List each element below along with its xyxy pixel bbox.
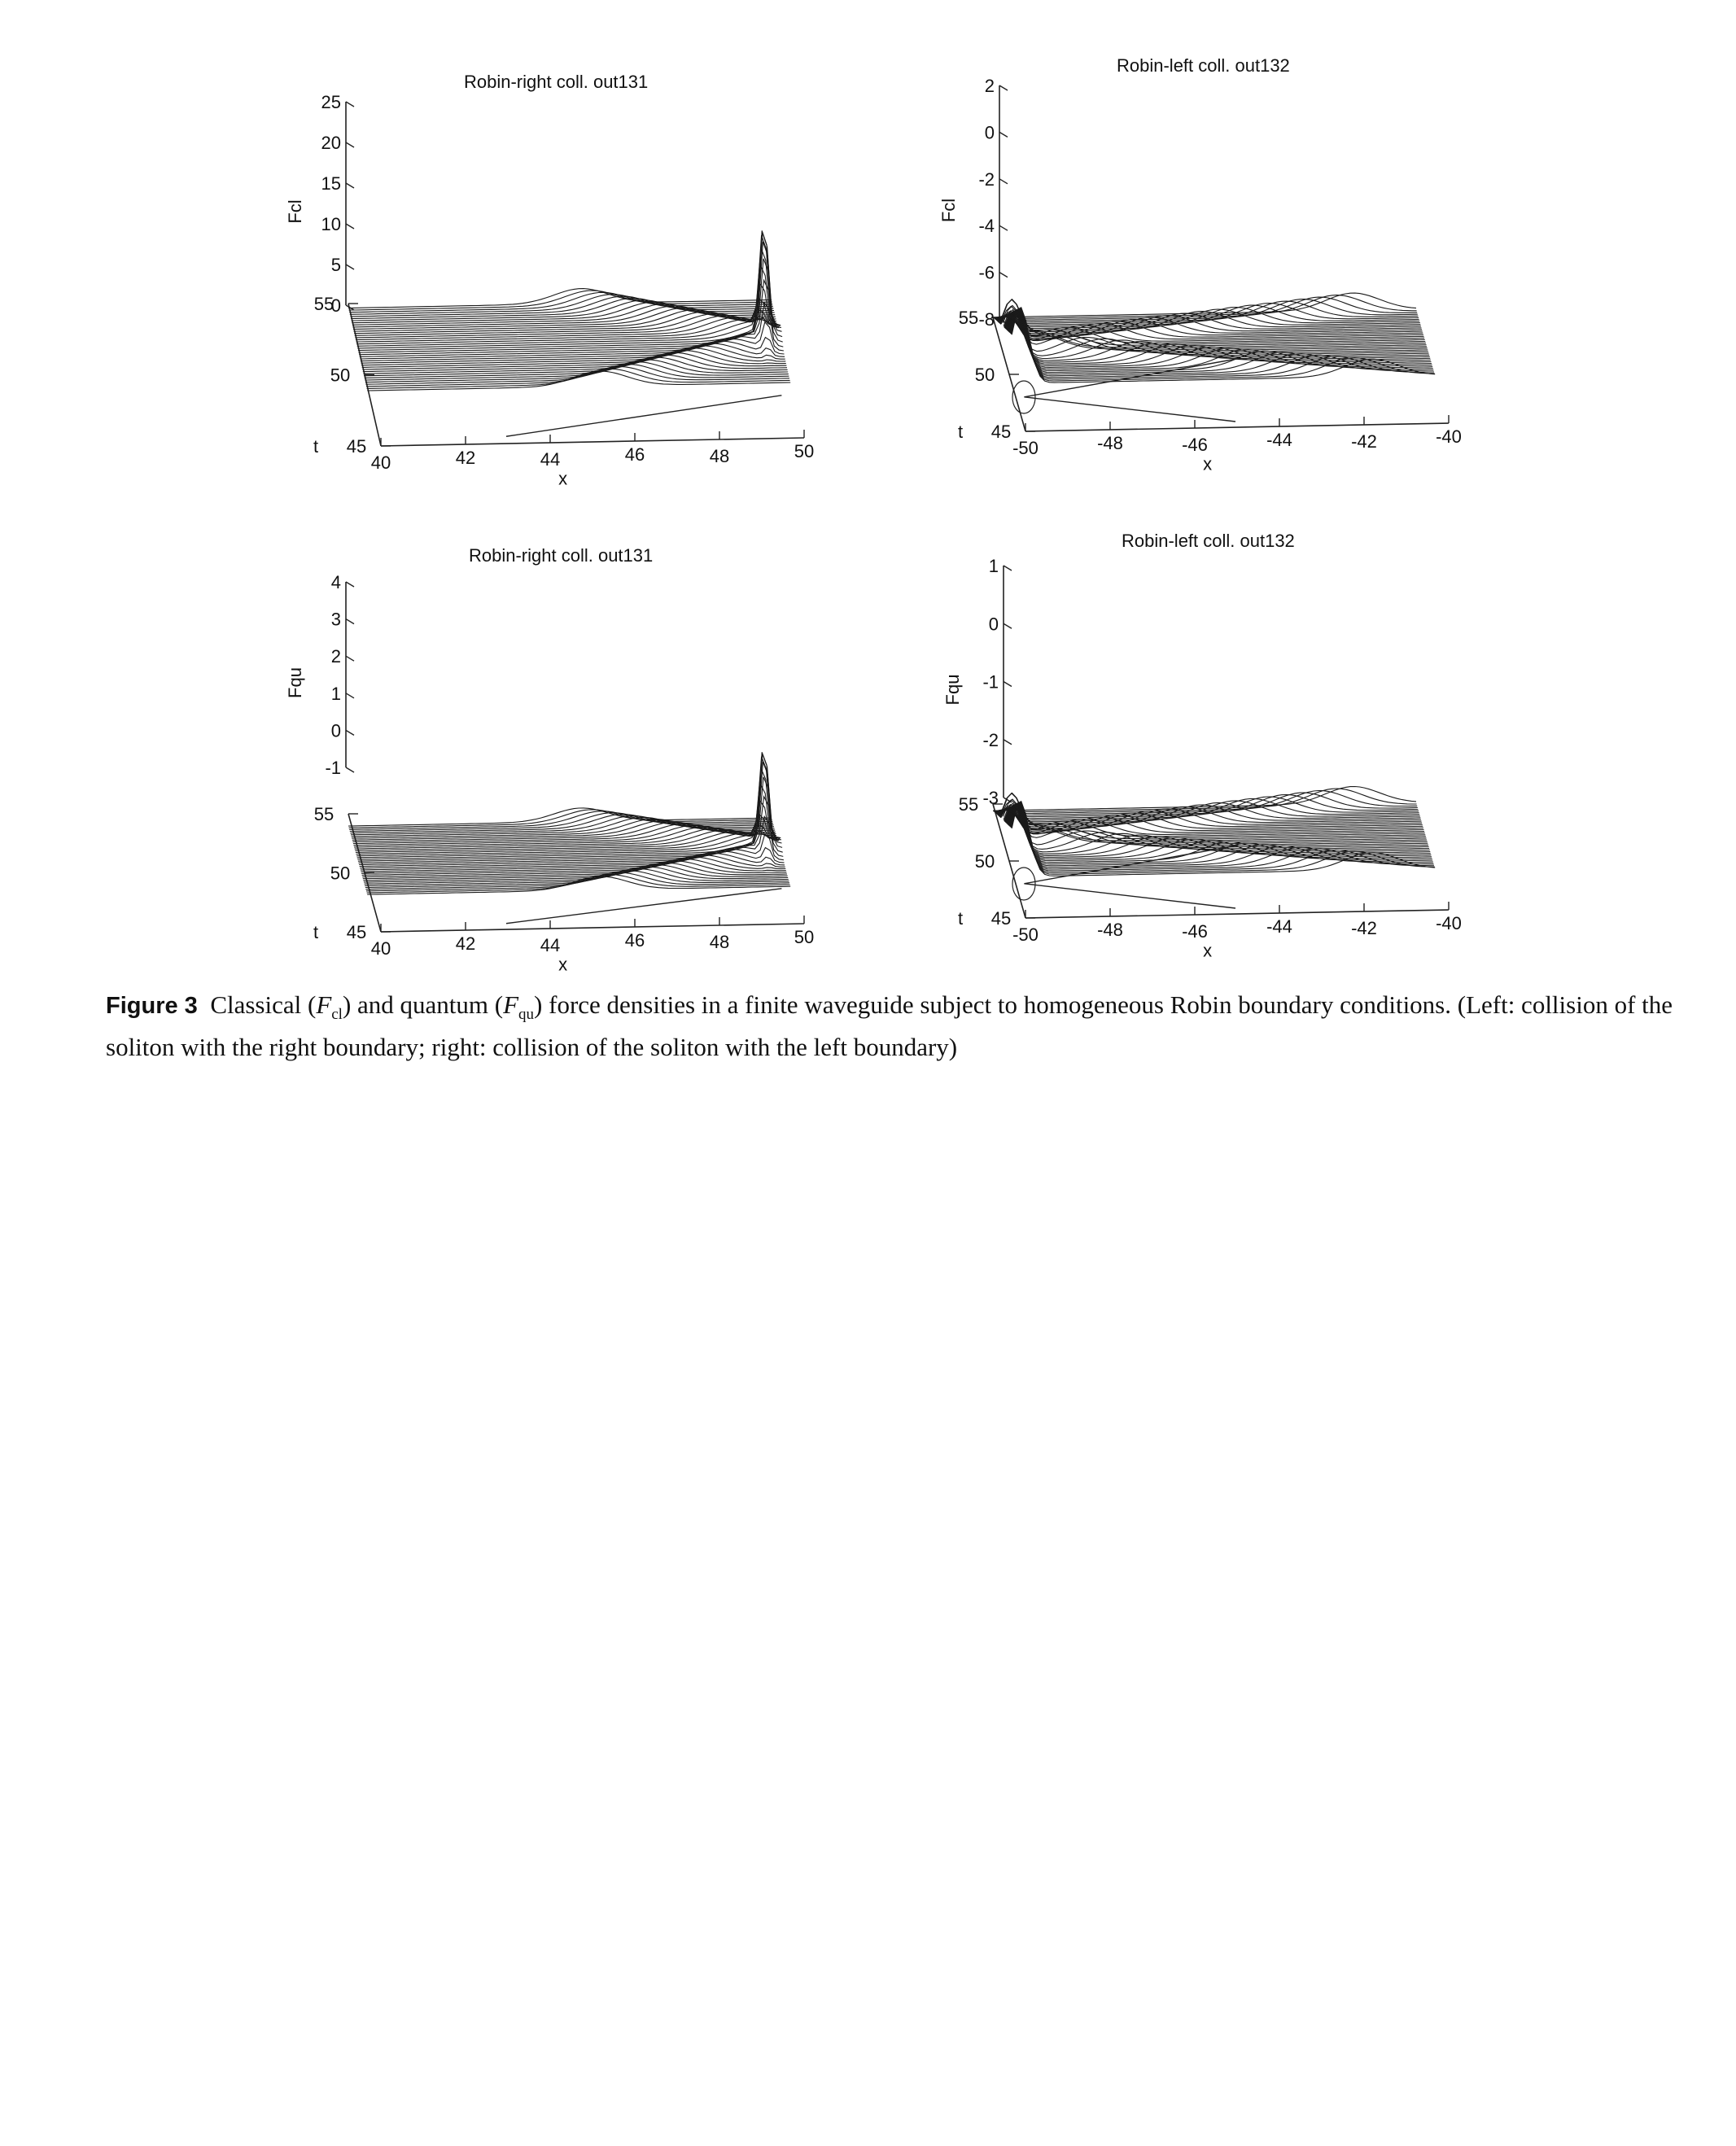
z-tick-label: 5	[330, 255, 341, 275]
z-tick-label: 3	[330, 609, 341, 630]
x-tick-label: 40	[370, 938, 391, 959]
t-tick-label: 45	[990, 422, 1012, 442]
z-tick-mark	[1004, 682, 1012, 687]
caption-text: Classical (	[210, 990, 317, 1019]
z-tick-label: 0	[984, 122, 995, 143]
chart-title: Robin-right coll. out131	[464, 72, 649, 92]
z-tick-mark	[999, 179, 1008, 184]
z-tick-mark	[999, 132, 1008, 137]
z-tick-mark	[346, 656, 354, 661]
z-tick-mark	[346, 730, 354, 735]
t-tick-label: 50	[974, 851, 995, 872]
caption-subscript: cl	[331, 1006, 343, 1024]
t-tick-label: 55	[313, 804, 335, 824]
surface-slice	[994, 295, 1417, 319]
x-tick-label: 42	[455, 933, 476, 954]
x-axis-label: x	[558, 954, 568, 975]
x-tick-label: 46	[624, 444, 645, 465]
z-tick-label: 15	[321, 173, 341, 194]
t-tick-label: 45	[990, 908, 1012, 929]
z-tick-label: -3	[982, 788, 999, 808]
z-tick-label: 4	[330, 572, 341, 592]
contour-line	[1024, 884, 1235, 908]
surface-slice	[357, 230, 781, 348]
z-tick-label: -1	[325, 758, 341, 778]
caption-symbol: F	[503, 990, 519, 1019]
surface-plot	[863, 521, 1736, 985]
figure-label: Figure 3	[106, 993, 198, 1019]
x-tick-label: 48	[709, 446, 730, 466]
x-tick-label: -48	[1097, 920, 1123, 940]
t-axis-label: t	[957, 422, 964, 442]
z-tick-mark	[346, 619, 354, 624]
x-tick-label: -50	[1012, 924, 1039, 945]
z-tick-mark	[346, 102, 354, 107]
z-tick-label: 1	[988, 556, 999, 576]
caption-text: ) force densities in a finite waveguide subject to homogeneous Robin boundary conditions. (Left: collision of the soliton with the right boundary; right: collision of the soliton with the left boundary)	[106, 990, 1673, 1062]
x-tick-label: 42	[455, 448, 476, 468]
z-tick-mark	[999, 85, 1008, 90]
z-tick-mark	[1004, 740, 1012, 745]
caption-symbol: F	[316, 990, 332, 1019]
z-tick-mark	[346, 693, 354, 698]
x-tick-label: -46	[1182, 435, 1208, 455]
z-tick-mark	[346, 142, 354, 147]
x-axis-line	[381, 438, 804, 446]
contour-line	[506, 396, 781, 436]
surface-plot	[0, 0, 863, 521]
z-tick-mark	[999, 225, 1008, 230]
caption-subscript: qu	[518, 1006, 535, 1024]
x-tick-label: -44	[1266, 430, 1292, 450]
z-tick-mark	[1004, 623, 1012, 628]
x-axis-line	[1025, 910, 1449, 918]
x-tick-label: 40	[370, 452, 391, 473]
x-tick-label: -46	[1182, 921, 1208, 942]
z-tick-label: 2	[330, 646, 341, 667]
x-tick-label: 44	[540, 449, 561, 470]
z-tick-mark	[346, 767, 354, 772]
z-tick-label: 0	[330, 295, 341, 316]
z-tick-label: -2	[978, 168, 995, 190]
x-tick-label: -42	[1351, 431, 1377, 452]
surface-slice	[995, 793, 1418, 815]
z-tick-label: 1	[330, 683, 341, 704]
z-tick-mark	[1004, 566, 1012, 570]
x-tick-label: 44	[540, 935, 561, 955]
x-tick-label: -40	[1436, 426, 1462, 447]
surface-slice	[994, 789, 1417, 811]
z-axis-label: Fqu	[942, 674, 963, 706]
x-axis-label: x	[1203, 453, 1213, 474]
x-axis-label: x	[558, 468, 568, 489]
surface-slice	[995, 299, 1418, 322]
chart-title: Robin-left coll. out132	[1117, 55, 1290, 76]
z-tick-label: 25	[321, 92, 341, 112]
x-tick-label: 48	[709, 932, 730, 952]
figure-caption	[106, 989, 1701, 1064]
x-tick-label: -40	[1436, 913, 1462, 933]
t-tick-label: 55	[958, 794, 979, 815]
t-tick-label: 50	[974, 365, 995, 385]
contour-line	[1024, 397, 1235, 422]
surface-slice	[993, 787, 1416, 811]
x-tick-label: 46	[624, 930, 645, 951]
t-tick-label: 45	[346, 436, 367, 457]
z-tick-label: -2	[982, 729, 999, 750]
chart-panel-fcl-right	[0, 0, 863, 521]
z-tick-mark	[346, 582, 354, 587]
z-tick-mark	[999, 273, 1008, 278]
surface-slice	[993, 293, 1416, 317]
t-tick-label: 55	[313, 294, 335, 314]
z-tick-label: 20	[321, 133, 341, 153]
t-tick-label: 50	[330, 365, 351, 386]
z-tick-label: -8	[978, 309, 995, 330]
t-axis-label: t	[313, 922, 319, 942]
surface-slice	[995, 795, 1418, 817]
z-tick-label: -4	[978, 216, 995, 237]
surface-plot	[863, 0, 1736, 521]
x-tick-label: -44	[1266, 916, 1292, 937]
surface-plot	[0, 521, 863, 985]
x-axis-line	[381, 924, 804, 932]
z-tick-label: 2	[984, 76, 995, 96]
t-tick-label: 55	[958, 308, 979, 328]
t-axis-label: t	[313, 436, 319, 457]
chart-panel-fcl-left	[863, 0, 1736, 521]
caption-text: ) and quantum (	[342, 990, 504, 1019]
z-tick-mark	[346, 224, 354, 229]
x-axis-line	[1025, 423, 1449, 431]
chart-panel-fqu-right	[0, 521, 863, 985]
z-axis-label: Fcl	[938, 198, 959, 223]
chart-panel-fqu-left	[863, 521, 1736, 985]
x-tick-label: 50	[794, 441, 815, 461]
surface-slice	[358, 233, 781, 351]
t-tick-label: 45	[346, 922, 367, 942]
x-axis-label: x	[1203, 940, 1213, 961]
chart-title: Robin-right coll. out131	[469, 545, 654, 566]
z-tick-label: -6	[978, 262, 995, 283]
t-axis-label: t	[957, 908, 964, 929]
z-axis-label: Fcl	[285, 199, 305, 224]
x-tick-label: -42	[1351, 918, 1377, 938]
z-tick-label: 0	[330, 720, 341, 741]
x-tick-label: -48	[1097, 433, 1123, 453]
z-tick-label: 10	[321, 214, 341, 234]
x-tick-label: 50	[794, 927, 815, 947]
z-axis-label: Fqu	[285, 667, 305, 698]
z-tick-mark	[346, 183, 354, 188]
chart-title: Robin-left coll. out132	[1122, 531, 1295, 551]
t-tick-label: 50	[330, 863, 351, 884]
x-tick-label: -50	[1012, 438, 1039, 458]
contour-line	[506, 889, 781, 924]
surface-slice	[995, 301, 1418, 323]
z-tick-label: -1	[982, 671, 999, 693]
z-tick-mark	[346, 264, 354, 269]
z-tick-label: 0	[988, 614, 999, 635]
